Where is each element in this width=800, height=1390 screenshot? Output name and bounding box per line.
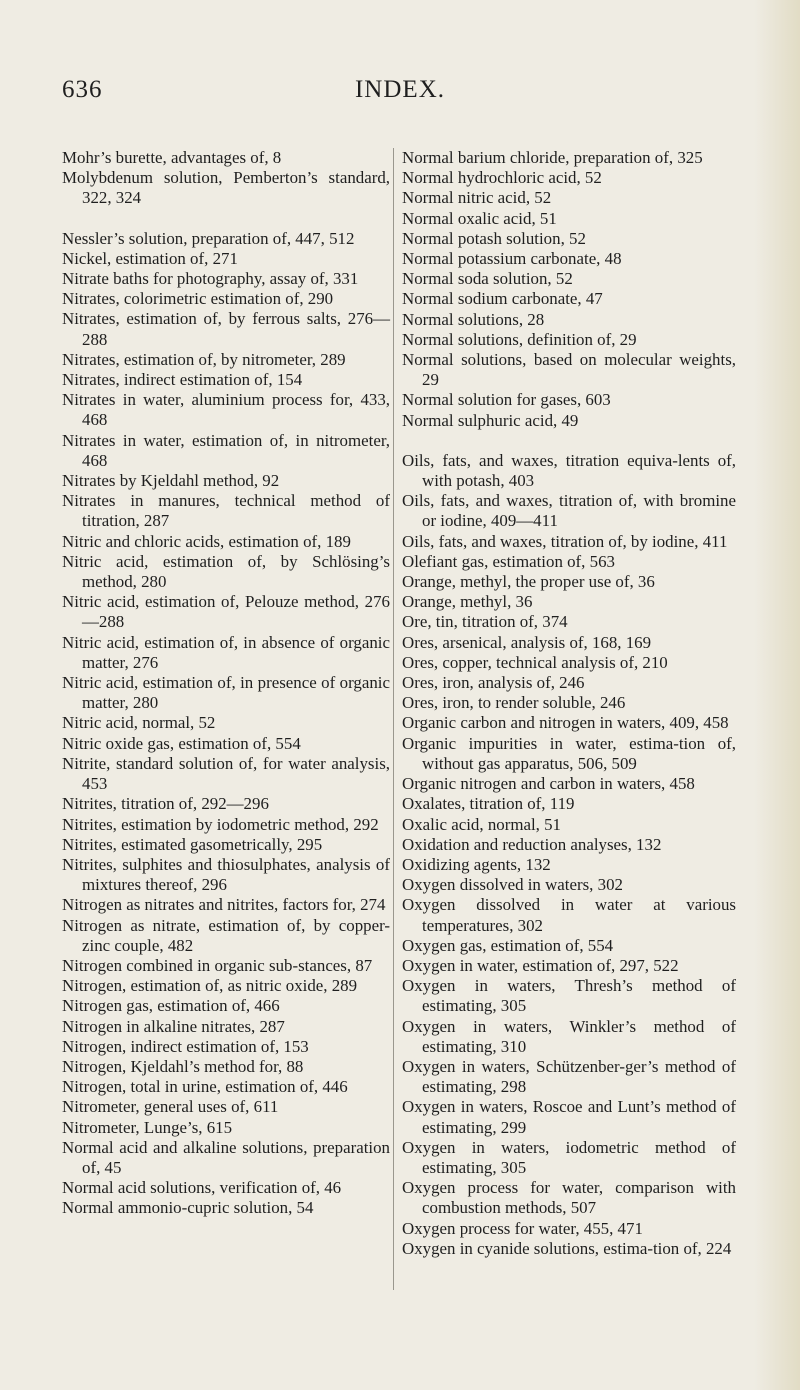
index-entry: Nitrometer, Lunge’s, 615 [62, 1117, 233, 1137]
index-entry: Normal acid and alkaline solutions, preparation of, 45 [62, 1137, 390, 1177]
index-entry: Oils, fats, and waxes, titration equiva-lents of, with potash, 403 [402, 450, 736, 491]
index-entry: Nitric acid, estimation of, Pelouze method, 276—288 [62, 592, 390, 632]
index-entry: Oxygen process for water, 455, 471 [402, 1218, 643, 1238]
index-entry: Oxygen in waters, Thresh’s method of estimating, 305 [402, 976, 736, 1016]
index-entry: Nitric acid, normal, 52 [62, 713, 216, 733]
index-entry: Normal soda solution, 52 [402, 269, 573, 289]
index-entry: Normal solution for gases, 603 [402, 390, 611, 410]
index-entry: Nitrite, standard solution of, for water analysis, 453 [62, 753, 390, 794]
index-entry: Nitrates, estimation of, by nitrometer, 289 [62, 349, 346, 369]
index-entry: Normal oxalic acid, 51 [402, 208, 557, 228]
index-entry: Nitrogen gas, estimation of, 466 [62, 996, 280, 1016]
index-entry: Nitrites, estimated gasometrically, 295 [62, 834, 323, 854]
index-entry: Organic nitrogen and carbon in waters, 458 [402, 774, 695, 794]
page-title: INDEX. [354, 76, 445, 103]
index-entry: Nitrites, titration of, 292—296 [62, 794, 269, 814]
page-header [0, 76, 800, 116]
index-entry: Normal sulphuric acid, 49 [402, 410, 579, 430]
column-divider [393, 148, 394, 1290]
index-entry: Oxygen process for water, comparison with combustion methods, 507 [402, 1178, 736, 1218]
index-entry: Normal hydrochloric acid, 52 [402, 168, 602, 188]
index-entry: Normal barium chloride, preparation of, 325 [402, 148, 703, 167]
index-column-right [402, 148, 736, 1259]
index-entry: Normal potassium carbonate, 48 [402, 249, 622, 269]
index-entry: Olefiant gas, estimation of, 563 [402, 551, 615, 571]
index-entry: Normal solutions, 28 [402, 309, 545, 329]
index-entry: Nitrites, estimation by iodometric method, 292 [62, 814, 379, 834]
index-entry: Nitrogen, total in urine, estimation of, 446 [62, 1077, 348, 1097]
index-entry: Nitrogen as nitrate, estimation of, by copper-zinc couple, 482 [62, 915, 390, 955]
index-entry: Nitric acid, estimation of, in absence of organic matter, 276 [62, 632, 390, 672]
index-entry: Normal acid solutions, verification of, 46 [62, 1178, 342, 1198]
index-entry: Oxidation and reduction analyses, 132 [402, 834, 662, 854]
index-entry: Oxidizing agents, 132 [402, 854, 551, 874]
index-entry: Nitrogen combined in organic sub-stances, 87 [62, 955, 373, 975]
index-entry: Nitric oxide gas, estimation of, 554 [62, 733, 301, 753]
index-entry: Oxygen gas, estimation of, 554 [402, 935, 614, 955]
index-entry: Nitrogen, Kjeldahl’s method for, 88 [62, 1056, 304, 1076]
index-entry: Oxygen in waters, iodometric method of estimating, 305 [402, 1137, 736, 1177]
index-entry: Organic carbon and nitrogen in waters, 409, 458 [402, 713, 729, 733]
index-entry: Oxygen in cyanide solutions, estima-tion of, 224 [402, 1238, 732, 1258]
index-entry: Ores, iron, analysis of, 246 [402, 673, 585, 693]
section-gap [62, 209, 390, 229]
index-entry: Ores, iron, to render soluble, 246 [402, 693, 626, 713]
index-entry: Normal ammonio-cupric solution, 54 [62, 1198, 314, 1218]
index-entry: Mohr’s burette, advantages of, 8 [62, 148, 282, 167]
index-entry: Nitrogen, estimation of, as nitric oxide, 289 [62, 976, 358, 996]
index-entry: Nitrates, indirect estimation of, 154 [62, 370, 303, 390]
index-entry: Oxygen in waters, Winkler’s method of estimating, 310 [402, 1016, 736, 1056]
index-entry: Nitric acid, estimation of, in presence of organic matter, 280 [62, 673, 390, 713]
index-entry: Nitrogen in alkaline nitrates, 287 [62, 1016, 285, 1036]
index-entry: Oxygen in waters, Schützenber-ger’s method of estimating, 298 [402, 1056, 736, 1097]
index-entry: Nitrates by Kjeldahl method, 92 [62, 471, 280, 491]
index-entry: Oxygen in waters, Roscoe and Lunt’s method of estimating, 299 [402, 1097, 736, 1137]
index-entry: Nitrates, colorimetric estimation of, 290 [62, 289, 334, 309]
index-entry: Oxygen in water, estimation of, 297, 522 [402, 955, 679, 975]
index-entry: Nitrate baths for photography, assay of, 331 [62, 269, 359, 289]
index-entry: Normal potash solution, 52 [402, 228, 586, 248]
index-entry: Normal solutions, definition of, 29 [402, 329, 637, 349]
index-entry: Organic impurities in water, estima-tion of, without gas apparatus, 506, 509 [402, 733, 736, 773]
index-entry: Nitric acid, estimation of, by Schlösing’s method, 280 [62, 551, 390, 592]
index-entry: Oils, fats, and waxes, titration of, with bromine or iodine, 409—411 [402, 491, 736, 531]
index-entry: Orange, methyl, 36 [402, 592, 533, 612]
index-entry: Nitrogen as nitrates and nitrites, factors for, 274 [62, 895, 386, 915]
section-gap [402, 431, 736, 451]
page-number: 636 [62, 76, 103, 103]
index-entry: Normal nitric acid, 52 [402, 188, 552, 208]
index-entry: Oxygen dissolved in water at various temperatures, 302 [402, 895, 736, 935]
index-entry: Oils, fats, and waxes, titration of, by iodine, 411 [402, 531, 728, 551]
index-entry: Nitrites, sulphites and thiosulphates, analysis of mixtures thereof, 296 [62, 854, 390, 895]
index-entry: Ore, tin, titration of, 374 [402, 612, 568, 632]
index-entry: Normal solutions, based on molecular weights, 29 [402, 350, 736, 390]
index-entry: Nessler’s solution, preparation of, 447, 512 [62, 228, 355, 248]
index-entry: Nitric and chloric acids, estimation of, 189 [62, 531, 351, 551]
index-entry: Oxalic acid, normal, 51 [402, 814, 562, 834]
index-column-left [62, 148, 390, 1219]
index-entry: Oxygen dissolved in waters, 302 [402, 875, 623, 895]
index-entry: Oxalates, titration of, 119 [402, 794, 575, 814]
index-entry: Normal sodium carbonate, 47 [402, 289, 603, 309]
index-entry: Nitrogen, indirect estimation of, 153 [62, 1036, 309, 1056]
index-entry: Ores, arsenical, analysis of, 168, 169 [402, 632, 652, 652]
index-entry: Molybdenum solution, Pemberton’s standard, 322, 324 [62, 168, 390, 208]
page-edge-shadow [754, 0, 800, 1390]
index-entry: Nickel, estimation of, 271 [62, 248, 238, 268]
index-entry: Orange, methyl, the proper use of, 36 [402, 572, 655, 592]
index-entry: Nitrates in water, estimation of, in nitrometer, 468 [62, 430, 390, 470]
index-entry: Nitrates, estimation of, by ferrous salts, 276—288 [62, 309, 390, 349]
index-entry: Nitrates in manures, technical method of titration, 287 [62, 491, 390, 531]
index-entry: Nitrates in water, aluminium process for, 433, 468 [62, 390, 390, 430]
index-entry: Nitrometer, general uses of, 611 [62, 1097, 279, 1117]
index-entry: Ores, copper, technical analysis of, 210 [402, 652, 668, 672]
